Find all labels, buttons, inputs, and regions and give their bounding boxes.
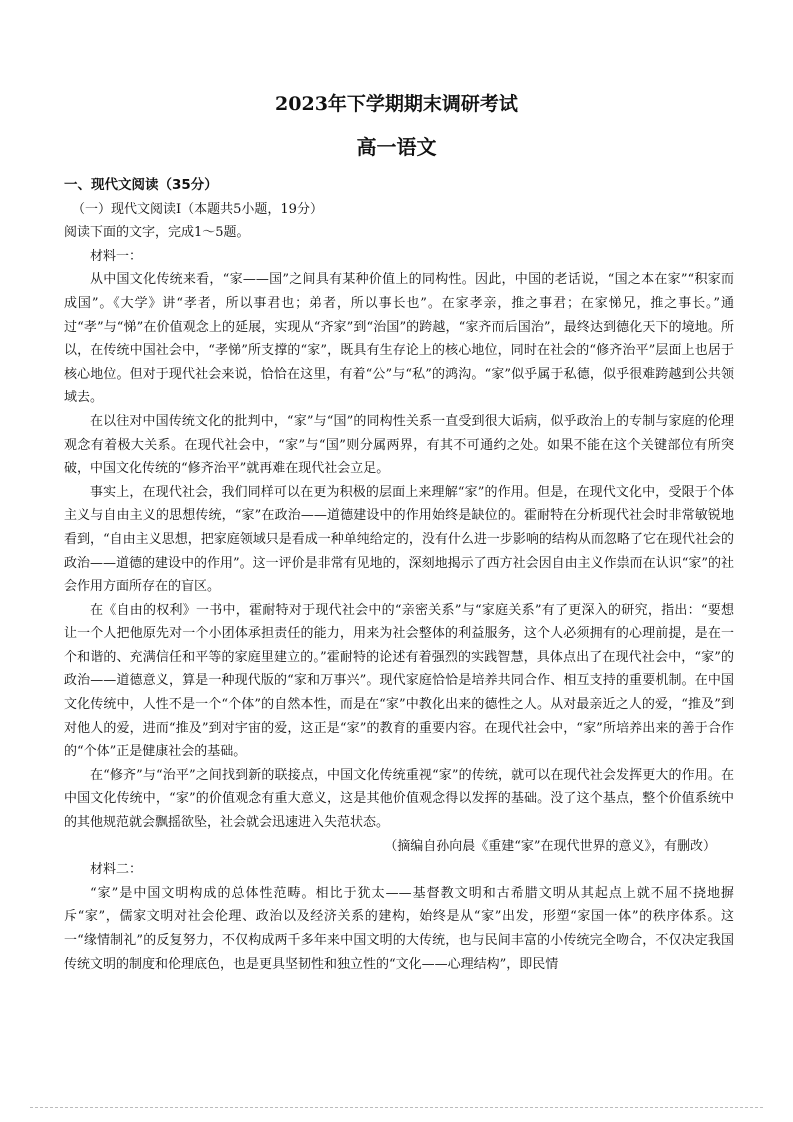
subject-title: 高一语文 — [356, 135, 437, 159]
page-bottom-rule — [30, 1107, 763, 1108]
material-1-paragraph: 在《自由的权利》一书中，霍耐特对于现代社会中的“亲密关系”与“家庭关系”有了更深入的研究，指出：“要想让一个人把他原先对一个小团体承担责任的能力，用来为社会整体的利益服务，这个人必须拥有的心理前提，是在一个和谐的、充满信任和平等的家庭里建立的。”霍耐特的论述有着强烈的实践智慧，具体点出了在现代社会中，“家”的政治——道德意义，算是一种现代版的“家和万事兴”。现代家庭恰恰是培养共同合作、相互支持的重要机制。在中国文化传统中，人性不是一个“个体”的自然本性，而是在“家”中教化出来的德性之人。从对最亲近之人的爱，“推及”到对他人的爱，进而“推及”到对宇宙的爱，这正是“家”的教育的重要内容。在现代社会中，“家”所培养出来的善于合作的“个体”正是健康社会的基础。 — [64, 602, 734, 760]
exam-title: 2023年下学期期末调研考试 — [275, 93, 518, 115]
reading-instruction: 阅读下面的文字，完成1～5题。 — [64, 225, 250, 241]
material-1-paragraph: 在“修齐”与“治平”之间找到新的联接点，中国文化传统重视“家”的传统，就可以在现代社会发挥更大的作用。在中国文化传统中，“家”的价值观念有重大意义，这是其他价值观念得以发挥的基础。没了这个基点，整个价值系统中的其他规范就会飘摇欲坠，社会就会迅速进入失范状态。 — [64, 767, 734, 831]
document-body — [64, 174, 734, 976]
material-1-paragraph: 在以往对中国传统文化的批判中，“家”与“国”的同构性关系一直受到很大诟病，似乎政治上的专制与家庭的伦理观念有着极大关系。在现代社会中，“家”与“国”则分属两界，有其不可通约之处。如果不能在这个关键部位有所突破，中国文化传统的“修齐治平”就再难在现代社会立足。 — [64, 413, 734, 477]
section-heading: 一、现代文阅读（35分） — [64, 177, 218, 193]
material-1-paragraph: 从中国文化传统来看，“家——国”之间具有某种价值上的同构性。因此，中国的老话说，“国之本在家”“积家而成国”。《大学》讲“孝者，所以事君也；弟者，所以事长也”。在家孝亲，推之事君；在家悌兄，推之事长。”通过“孝”与“悌”在价值观念上的延展，实现从“齐家”到“治国”的跨越，“家齐而后国治”，最终达到德化天下的境地。所以，在传统中国社会中，“孝悌”所支撑的“家”，既具有生存论上的核心地位，同时在社会的“修齐治平”层面上也居于核心地位。但对于现代社会来说，恰恰在这里，有着“公”与“私”的鸿沟。“家”似乎属于私德，似乎很难跨越到公共领域去。 — [64, 272, 734, 406]
subsection-heading: （一）现代文阅读Ⅰ（本题共5小题，19分） — [72, 201, 323, 217]
material-1-source: （摘编自孙向晨《重建“家”在现代世界的意义》，有删改） — [384, 838, 716, 854]
material-2-label: 材料二： — [90, 862, 143, 878]
material-1-paragraph: 事实上，在现代社会，我们同样可以在更为积极的层面上来理解“家”的作用。但是，在现代文化中，受限于个体主义与自由主义的思想传统，“家”在政治——道德建设中的作用始终是缺位的。霍耐特在分析现代社会时非常敏锐地看到，“自由主义思想，把家庭领域只是看成一种单纯给定的，没有什么进一步影响的结构从而忽略了它在现代社会的政治——道德的建设中的作用”。这一评价是非常有见地的，深刻地揭示了西方社会因自由主义作祟而在认识“家”的社会作用方面所存在的盲区。 — [64, 484, 734, 595]
material-2-paragraph: “家”是中国文明构成的总体性范畴。相比于犹太——基督教文明和古希腊文明从其起点上就不屈不挠地摒斥“家”，儒家文明对社会伦理、政治以及经济关系的建构，始终是从“家”出发，形塑“家国一体”的秩序体系。这一“缘情制礼”的反复努力，不仅构成两千多年来中国文明的大传统，也与民间丰富的小传统完全吻合，不仅决定我国传统文明的制度和伦理底色，也是更具坚韧性和独立性的“文化——心理结构”，即民情 — [64, 885, 734, 972]
material-1-label: 材料一： — [90, 248, 143, 264]
